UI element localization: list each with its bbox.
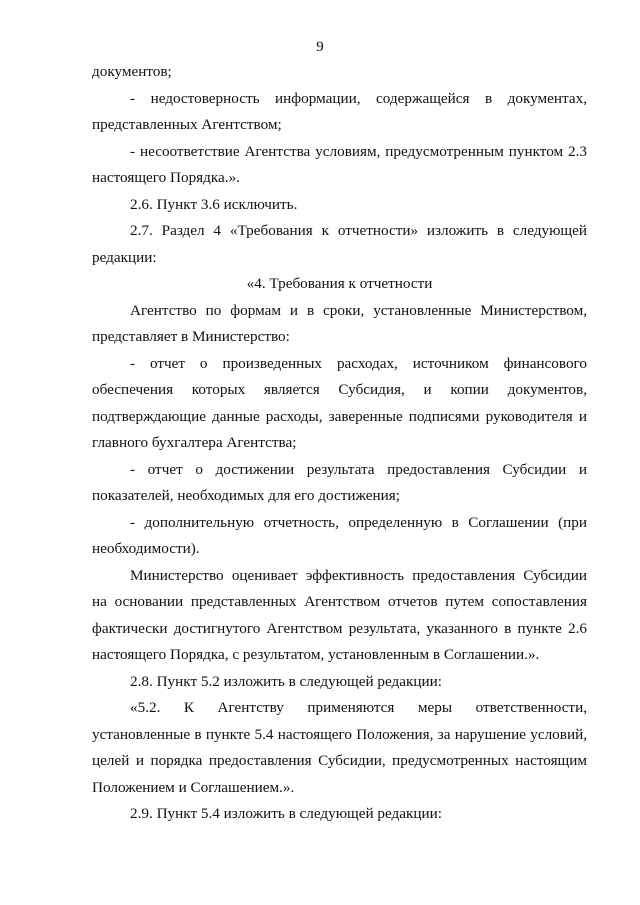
paragraph-item-2-8: 2.8. Пункт 5.2 изложить в следующей редакции: — [130, 672, 443, 690]
paragraph-bullet-nonconformity: - несоответствие Агентства условиям, предусмотренным пунктом 2.3 настоящего Порядка.». — [92, 142, 587, 186]
paragraph-clause-5-2: «5.2. К Агентству применяются меры ответственности, установленные в пункте 5.4 настоящего Положения, за нарушение условий, целей и порядка предоставления Субсидии, предусмотренных настоящим Положением и Соглашением.». — [92, 699, 587, 796]
paragraph-bullet-result-report: - отчет о достижении результата предоставления Субсидии и показателей, необходимых для его достижения; — [92, 460, 587, 504]
paragraph-ministry-evaluation: Министерство оценивает эффективность предоставления Субсидии на основании представленных Агентством отчетов путем сопоставления фактически достигнутого Агентством результата, указанного в пункте 2.6 настоящего Порядка, с результатом, установленным в Соглашении.». — [92, 566, 587, 663]
paragraph-bullet-expense-report: - отчет о произведенных расходах, источником финансового обеспечения которых является Субсидия, и копии документов, подтверждающие данные расходы, заверенные подписями руководителя и главного бухгалтера Агентства; — [92, 354, 587, 451]
page-number: 9 — [316, 39, 324, 55]
paragraph-item-2-6: 2.6. Пункт 3.6 исключить. — [130, 195, 298, 213]
paragraph-bullet-unreliable-info: - недостоверность информации, содержащейся в документах, представленных Агентством; — [92, 89, 587, 133]
document-body — [92, 59, 587, 828]
paragraph-continuation: документов; — [92, 63, 172, 80]
paragraph-item-2-7: 2.7. Раздел 4 «Требования к отчетности» изложить в следующей редакции: — [92, 222, 587, 266]
paragraph-bullet-additional-report: - дополнительную отчетность, определенную в Соглашении (при необходимости). — [92, 513, 587, 557]
paragraph-item-2-9: 2.9. Пункт 5.4 изложить в следующей редакции: — [130, 805, 443, 822]
section-heading-reporting: «4. Требования к отчетности — [246, 275, 433, 292]
paragraph-agency-reports: Агентство по формам и в сроки, установленные Министерством, представляет в Министерство: — [92, 301, 587, 345]
